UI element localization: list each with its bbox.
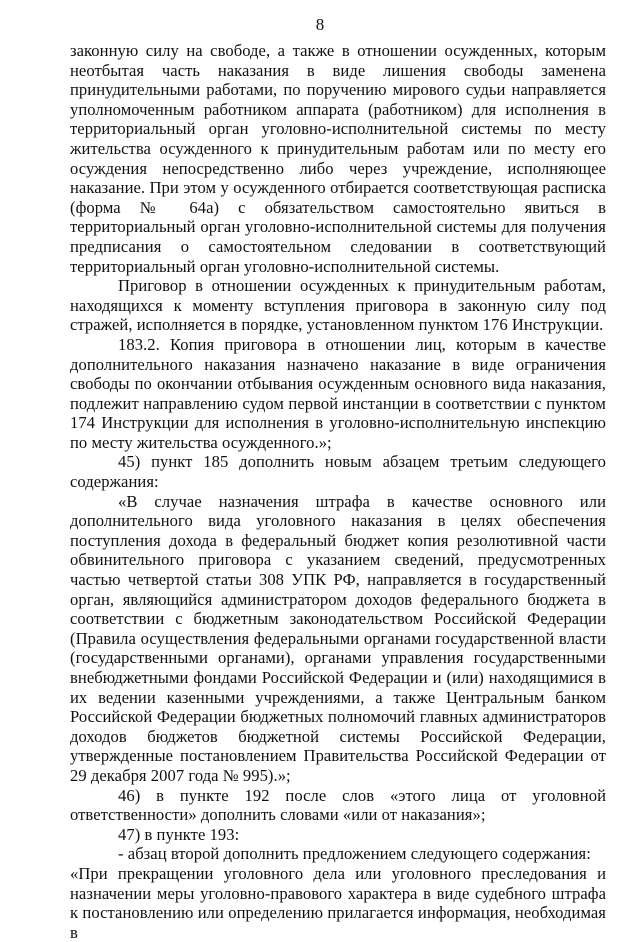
paragraph-item-47: 47) в пункте 193: bbox=[118, 824, 240, 844]
page-number: 8 bbox=[315, 15, 325, 34]
paragraph-183-2: 183.2. Копия приговора в отношении лиц, которым в качестве дополнительного наказания назначено наказание в виде ограничения свободы по окончании отбывания осужденным основного вида наказания, подлежит направлению судом первой инстанции в соответствии с пунктом 174 Инструкции для исполнения в уголовно-исполнительную инспекцию по месту жительства осужденного.»; bbox=[70, 334, 606, 452]
paragraph-item-45: 45) пункт 185 дополнить новым абзацем третьим следующего содержания: bbox=[70, 452, 606, 492]
paragraph-fine-quote: «В случае назначения штрафа в качестве основного или дополнительного вида уголовного наказания в целях обеспечения поступления дохода в федеральный бюджет копия резолютивной части обвинительного приговора с указанием сведений, предусмотренных частью четвертой статьи 308 УПК РФ, направляется в государственный орган, являющийся администратором доходов федерального бюджета в соответствии с бюджетным законодательством Российской Федерации (Правила осуществления федеральными органами государственной власти (государственными органами), органами управления государственными внебюджетными фондами Российской Федерации и (или) находящимися в их ведении казенными учреждениями, а также Центральным банком Российской Федерации бюджетных полномочий главных администраторов доходов бюджетов бюджетной системы Российской Федерации, утвержденные постановлением Правительства Российской Федерации от 29 декабря 2007 года № 995).»; bbox=[70, 491, 606, 785]
document-body bbox=[70, 41, 606, 942]
paragraph-sentence-execution: Приговор в отношении осужденных к принудительным работам, находящихся к моменту вступления приговора в законную силу под стражей, исполняется в порядке, установленном пунктом 176 Инструкции. bbox=[70, 276, 606, 335]
paragraph-item-47-dash: - абзац второй дополнить предложением следующего содержания: bbox=[118, 844, 591, 864]
paragraph-continuation: законную силу на свободе, а также в отношении осужденных, которым неотбытая часть наказания в виде лишения свободы заменена принудительными работами, по поручению мирового судьи направляется уполномоченным работником аппарата (работником) для исполнения в территориальный орган уголовно-исполнительной системы по месту жительства осужденного к принудительным работам или по месту его осуждения непосредственно либо через учреждение, исполняющее наказание. При этом у осужденного отбирается соответствующая расписка (форма № 64а) с обязательством самостоятельно явиться в территориальный орган уголовно-исполнительной системы для получения предписания о самостоятельном следовании в соответствующий территориальный орган уголовно-исполнительной системы. bbox=[70, 41, 606, 276]
paragraph-item-46: 46) в пункте 192 после слов «этого лица от уголовной ответственности» дополнить словами «или от наказания»; bbox=[70, 785, 606, 825]
paragraph-termination-quote: «При прекращении уголовного дела или уголовного преследования и назначении меры уголовно-правового характера в виде судебного штрафа к постановлению или определению прилагается информация, необходимая в bbox=[70, 863, 606, 942]
